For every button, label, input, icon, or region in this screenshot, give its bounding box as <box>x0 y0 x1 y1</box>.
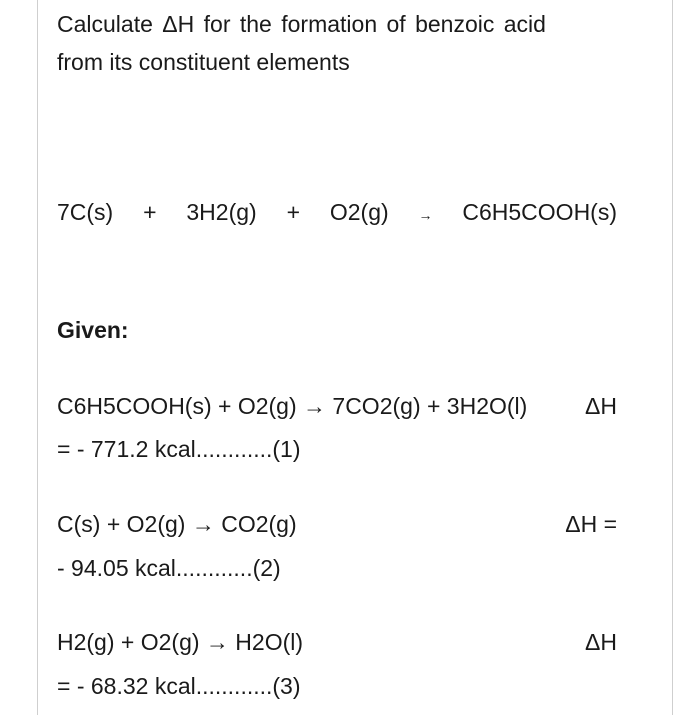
reaction-2-equation-row <box>57 510 617 538</box>
right-border <box>672 0 673 715</box>
reaction-3-value: = - 68.32 kcal............(3) <box>57 673 301 699</box>
reaction-2-value: - 94.05 kcal............(2) <box>57 555 281 581</box>
formation-equation <box>57 198 617 229</box>
reaction-1-equation-row <box>57 392 617 420</box>
question-line-1: Calculate ΔH for the formation of benzoic acid <box>57 11 546 37</box>
reaction-1-dh-label: ΔH <box>585 393 617 419</box>
question-line-2: from its constituent elements <box>57 49 350 75</box>
reaction-3-equation-row <box>57 628 617 656</box>
equation-plus-1: + <box>143 199 157 225</box>
left-border <box>37 0 38 715</box>
equation-term-carbon: 7C(s) <box>57 199 114 225</box>
reaction-1-value: = - 771.2 kcal............(1) <box>57 436 301 462</box>
reaction-arrow-icon: → <box>418 207 433 223</box>
given-heading: Given: <box>57 317 129 343</box>
equation-term-hydrogen: 3H2(g) <box>186 199 257 225</box>
reaction-3-dh-label: ΔH <box>585 629 617 655</box>
reaction-2-dh-label: ΔH = <box>565 511 617 537</box>
equation-product: C6H5COOH(s) <box>462 199 617 225</box>
reaction-1-equation: C6H5COOH(s) + O2(g) → 7CO2(g) + 3H2O(l) <box>57 393 528 419</box>
reaction-2-equation: C(s) + O2(g) → CO2(g) <box>57 511 297 537</box>
equation-plus-2: + <box>286 199 300 225</box>
reaction-3-equation: H2(g) + O2(g) → H2O(l) <box>57 629 304 655</box>
equation-term-oxygen: O2(g) <box>329 199 389 225</box>
